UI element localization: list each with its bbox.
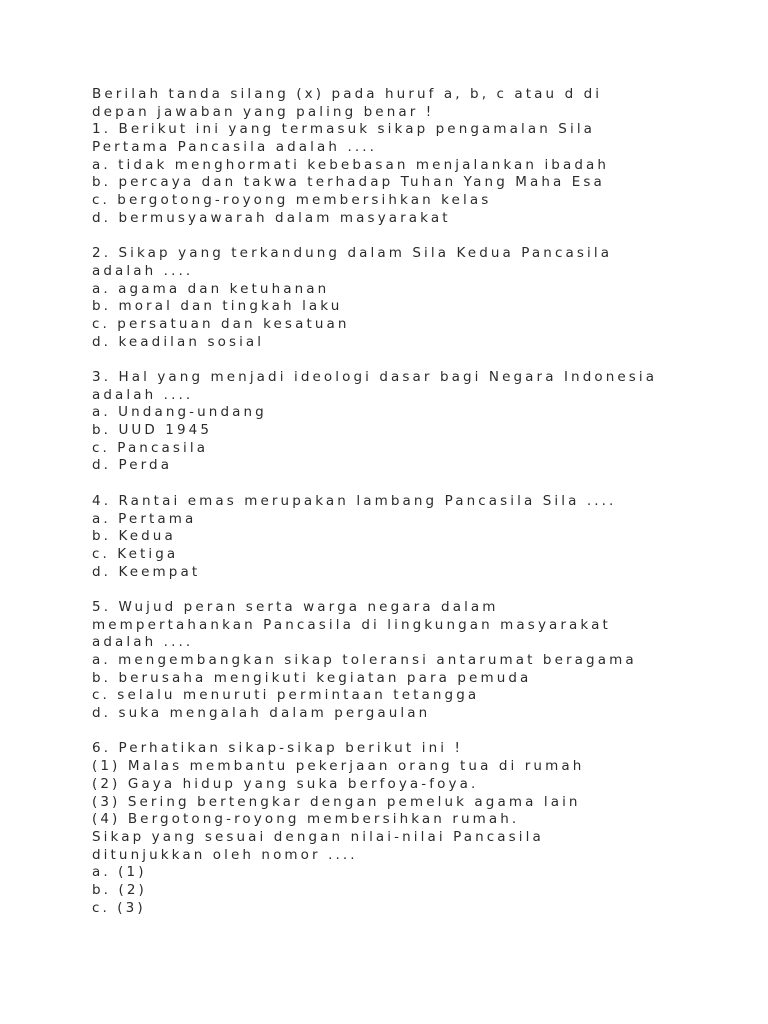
option-c: c. (3) bbox=[92, 899, 146, 916]
question-text: 1. Berikut ini yang termasuk sikap pengamalan Sila bbox=[92, 121, 596, 138]
option-c: c. selalu menuruti permintaan tetangga bbox=[92, 687, 480, 704]
option-c: c. bergotong-royong membersihkan kelas bbox=[92, 192, 492, 209]
option-a: a. tidak menghormati kebebasan menjalankan ibadah bbox=[92, 156, 610, 173]
option-c: c. persatuan dan kesatuan bbox=[92, 315, 350, 332]
question-text: 2. Sikap yang terkandung dalam Sila Kedua Pancasila bbox=[92, 245, 613, 262]
option-b: b. UUD 1945 bbox=[92, 422, 213, 439]
question-text: adalah .... bbox=[92, 386, 194, 403]
statement-2: (2) Gaya hidup yang suka berfoya-foya. bbox=[92, 775, 479, 792]
question-text: 6. Perhatikan sikap-sikap berikut ini ! bbox=[92, 740, 463, 757]
instruction-line: Berilah tanda silang (x) pada huruf a, b, c atau d di bbox=[92, 86, 603, 102]
question-text: 3. Hal yang menjadi ideologi dasar bagi Negara Indonesia bbox=[92, 369, 658, 385]
question-text: adalah .... bbox=[92, 634, 194, 651]
question-text: 5. Wujud peran serta warga negara dalam bbox=[92, 598, 499, 615]
option-b: b. moral dan tingkah laku bbox=[92, 298, 343, 315]
statement-3: (3) Sering bertengkar dengan pemeluk agama lain bbox=[92, 793, 581, 810]
spacer bbox=[92, 351, 752, 369]
option-b: b. berusaha mengikuti kegiatan para pemuda bbox=[92, 669, 532, 686]
statement-4: (4) Bergotong-royong membersihkan rumah. bbox=[92, 811, 520, 828]
question-5 bbox=[92, 599, 752, 723]
option-a: a. (1) bbox=[92, 864, 147, 881]
instruction-line: depan jawaban yang paling benar ! bbox=[92, 103, 435, 120]
option-a: a. agama dan ketuhanan bbox=[92, 280, 330, 297]
document-page bbox=[92, 86, 752, 917]
question-4 bbox=[92, 493, 752, 581]
question-text: 4. Rantai emas merupakan lambang Pancasila Sila .... bbox=[92, 492, 617, 509]
instruction bbox=[92, 86, 752, 121]
option-a: a. mengembangkan sikap toleransi antarumat beragama bbox=[92, 652, 637, 668]
spacer bbox=[92, 475, 752, 493]
spacer bbox=[92, 228, 752, 246]
spacer bbox=[92, 581, 752, 599]
question-2 bbox=[92, 245, 752, 351]
question-text: mempertahankan Pancasila di lingkungan masyarakat bbox=[92, 616, 611, 633]
question-text: adalah .... bbox=[92, 262, 194, 279]
option-c: c. Pancasila bbox=[92, 439, 209, 456]
question-text: Pertama Pancasila adalah .... bbox=[92, 139, 378, 156]
option-c: c. Ketiga bbox=[92, 545, 179, 562]
option-d: d. suka mengalah dalam pergaulan bbox=[92, 705, 431, 722]
option-b: b. percaya dan takwa terhadap Tuhan Yang Maha Esa bbox=[92, 174, 605, 191]
option-d: d. Keempat bbox=[92, 563, 201, 580]
option-d: d. Perda bbox=[92, 457, 173, 474]
option-a: a. Pertama bbox=[92, 510, 197, 527]
option-b: b. Kedua bbox=[92, 528, 176, 545]
question-text: Sikap yang sesuai dengan nilai-nilai Pancasila bbox=[92, 828, 544, 845]
question-6 bbox=[92, 740, 752, 917]
option-d: d. bermusyawarah dalam masyarakat bbox=[92, 209, 451, 226]
statement-1: (1) Malas membantu pekerjaan orang tua di rumah bbox=[92, 758, 585, 775]
question-text: ditunjukkan oleh nomor .... bbox=[92, 846, 358, 863]
option-a: a. Undang-undang bbox=[92, 404, 267, 421]
spacer bbox=[92, 723, 752, 741]
question-1 bbox=[92, 121, 752, 227]
question-3 bbox=[92, 369, 752, 475]
option-b: b. (2) bbox=[92, 881, 147, 898]
option-d: d. keadilan sosial bbox=[92, 333, 265, 350]
